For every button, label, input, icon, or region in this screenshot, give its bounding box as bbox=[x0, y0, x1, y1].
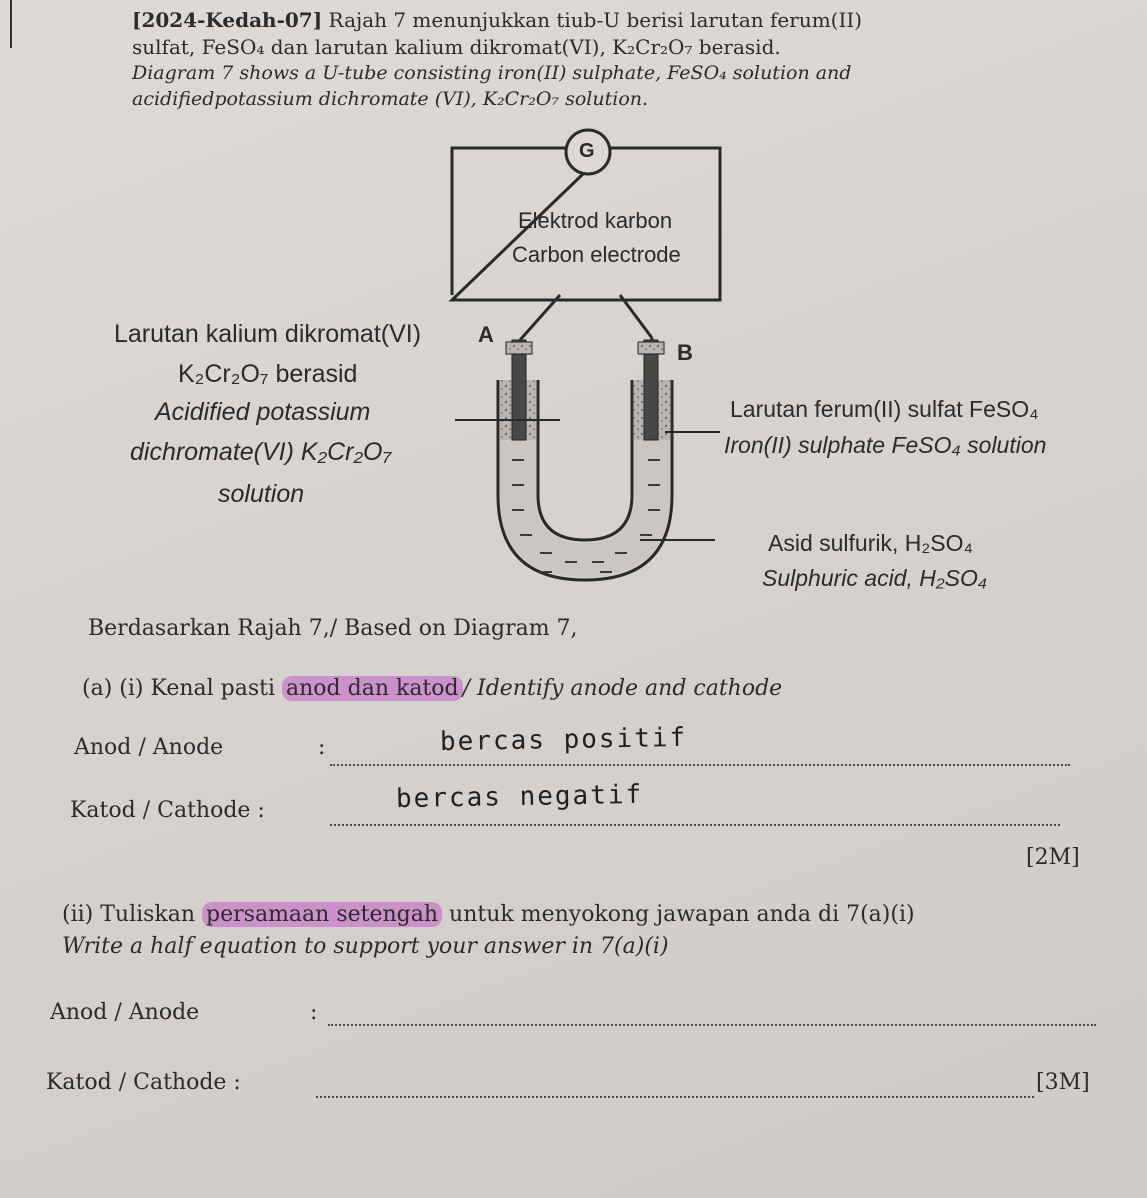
question-a-ii bbox=[62, 902, 915, 927]
question-a-ii-en: Write a half equation to support your answer in 7(a)(i) bbox=[62, 934, 669, 959]
acid-label-ms: Asid sulfurik, H₂SO₄ bbox=[768, 530, 973, 556]
question-header-ms-1: Rajah 7 menunjukkan tiub-U berisi larutan ferum(II) bbox=[328, 8, 863, 32]
question-header-ms-2: sulfat, FeSO₄ dan larutan kalium dikromat(VI), K₂Cr₂O₇ berasid. bbox=[132, 35, 781, 59]
marks-3m: [3M] bbox=[1036, 1070, 1090, 1095]
anode-answer-line bbox=[330, 764, 1070, 766]
electrode-a bbox=[512, 340, 526, 440]
cathode-answer[interactable]: bercas negatif bbox=[395, 779, 644, 815]
electrode-a-lead bbox=[520, 295, 560, 340]
left-label-ms-2: K₂Cr₂O₇ berasid bbox=[178, 360, 358, 388]
question-code: [2024-Kedah-07] bbox=[132, 8, 323, 32]
anode-label: Anod / Anode bbox=[74, 735, 224, 760]
left-label-en-3: solution bbox=[218, 480, 305, 508]
question-a-i-prefix: (a) (i) Kenal pasti bbox=[82, 676, 283, 701]
cathode-answer-line bbox=[330, 824, 1060, 826]
question-a-ii-suffix: untuk menyokong jawapan anda di 7(a)(i) bbox=[442, 902, 915, 927]
half-eq-anode-label: Anod / Anode bbox=[50, 1000, 200, 1025]
anode-colon: : bbox=[318, 735, 326, 760]
left-label-ms-1: Larutan kalium dikromat(VI) bbox=[114, 320, 422, 348]
right-label-en: Iron(II) sulphate FeSO₄ solution bbox=[724, 432, 1047, 458]
left-label-en-2: dichromate(VI) K₂Cr₂O₇ bbox=[130, 438, 392, 466]
galvanometer-label: G bbox=[579, 140, 595, 162]
half-eq-cathode-line[interactable] bbox=[316, 1096, 1034, 1098]
sulphuric-acid-fill bbox=[500, 440, 670, 577]
left-label-en-1: Acidified potassium bbox=[155, 398, 371, 426]
half-eq-cathode-label: Katod / Cathode : bbox=[46, 1070, 241, 1095]
highlight-anode-cathode: anod dan katod bbox=[282, 676, 463, 701]
question-header-en-1: Diagram 7 shows a U-tube consisting iron(II) sulphate, FeSO₄ solution and bbox=[132, 62, 852, 84]
electrode-label-en: Carbon electrode bbox=[512, 242, 681, 267]
half-eq-anode-colon: : bbox=[310, 1000, 318, 1025]
question-a-i bbox=[82, 676, 782, 701]
marks-2m: [2M] bbox=[1026, 845, 1080, 870]
intro-text: Berdasarkan Rajah 7,/ Based on Diagram 7, bbox=[88, 616, 578, 641]
electrode-b bbox=[644, 340, 658, 440]
right-label-ms: Larutan ferum(II) sulfat FeSO₄ bbox=[730, 396, 1039, 422]
question-a-i-suffix: / Identify anode and cathode bbox=[462, 676, 783, 701]
half-eq-anode-line[interactable] bbox=[328, 1024, 1096, 1026]
highlight-half-equation: persamaan setengah bbox=[202, 902, 442, 927]
question-header-en-2: acidifiedpotassium dichromate (VI), K₂Cr₂O₇ solution. bbox=[132, 88, 649, 110]
acid-label-en: Sulphuric acid, H₂SO₄ bbox=[762, 565, 988, 591]
cathode-label: Katod / Cathode : bbox=[70, 798, 265, 823]
anode-answer[interactable]: bercas positif bbox=[439, 722, 688, 758]
electrode-b-label: B bbox=[677, 340, 693, 365]
electrode-label-ms: Elektrod karbon bbox=[518, 208, 673, 233]
question-a-ii-prefix: (ii) Tuliskan bbox=[62, 902, 203, 927]
electrode-a-label: A bbox=[478, 322, 494, 347]
